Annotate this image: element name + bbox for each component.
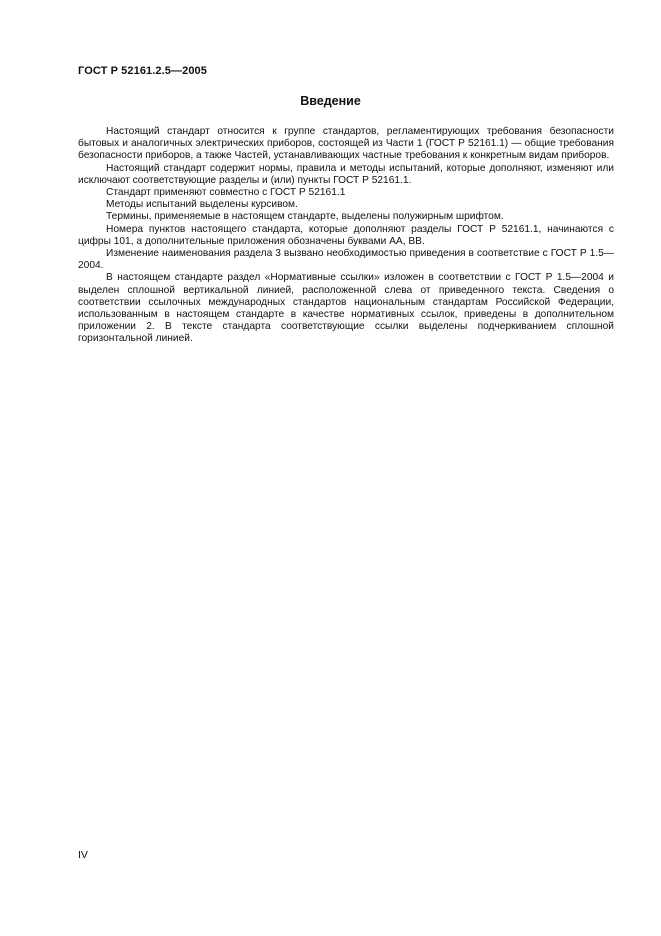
running-header-doc-code: ГОСТ Р 52161.2.5—2005 bbox=[78, 65, 207, 77]
paragraph-normative-references: В настоящем стандарте раздел «Нормативные ссылки» изложен в соответствии с ГОСТ Р 1.5—2004 и выделен сплошной вертикальной линией, расположенной слева от приведенного текста. Сведения о соответствии ссылочных международных стандартов национальным стандартам Российской Федерации, использованным в настоящем стандарте в качестве нормативных ссылок, приведены в дополнительном приложении 2. В тексте стандарта соответствующие ссылки выделены подчеркиванием сплошной горизонтальной линией. bbox=[78, 272, 614, 345]
section-title: Введение bbox=[300, 94, 361, 108]
paragraph-content: Настоящий стандарт содержит нормы, правила и методы испытаний, которые дополняют, изменяют или исключают соответствующие разделы и (или) пункты ГОСТ Р 52161.1. bbox=[78, 162, 614, 186]
paragraph-usage: Стандарт применяют совместно с ГОСТ Р 52161.1 bbox=[106, 187, 346, 199]
paragraph-clause-numbers: Номера пунктов настоящего стандарта, которые дополняют разделы ГОСТ Р 52161.1, начинаются с цифры 101, а дополнительные приложения обозначены буквами АА, ВВ. bbox=[78, 223, 614, 247]
paragraph-section-rename: Изменение наименования раздела 3 вызвано необходимостью приведения в соответствие с ГОСТ Р 1.5—2004. bbox=[78, 248, 614, 272]
paragraph-scope: Настоящий стандарт относится к группе стандартов, регламентирующих требования безопасности бытовых и аналогичных электрических приборов, состоящей из Части 1 (ГОСТ Р 52161.1) — общие требования безопасности приборов, а также Частей, устанавливающих частные требования к конкретным видам приборов. bbox=[78, 126, 614, 162]
page-number: IV bbox=[78, 849, 88, 861]
paragraph-test-methods: Методы испытаний выделены курсивом. bbox=[106, 199, 298, 211]
paragraph-terms: Термины, применяемые в настоящем стандарте, выделены полужирным шрифтом. bbox=[106, 211, 504, 223]
introduction-body bbox=[78, 126, 614, 346]
